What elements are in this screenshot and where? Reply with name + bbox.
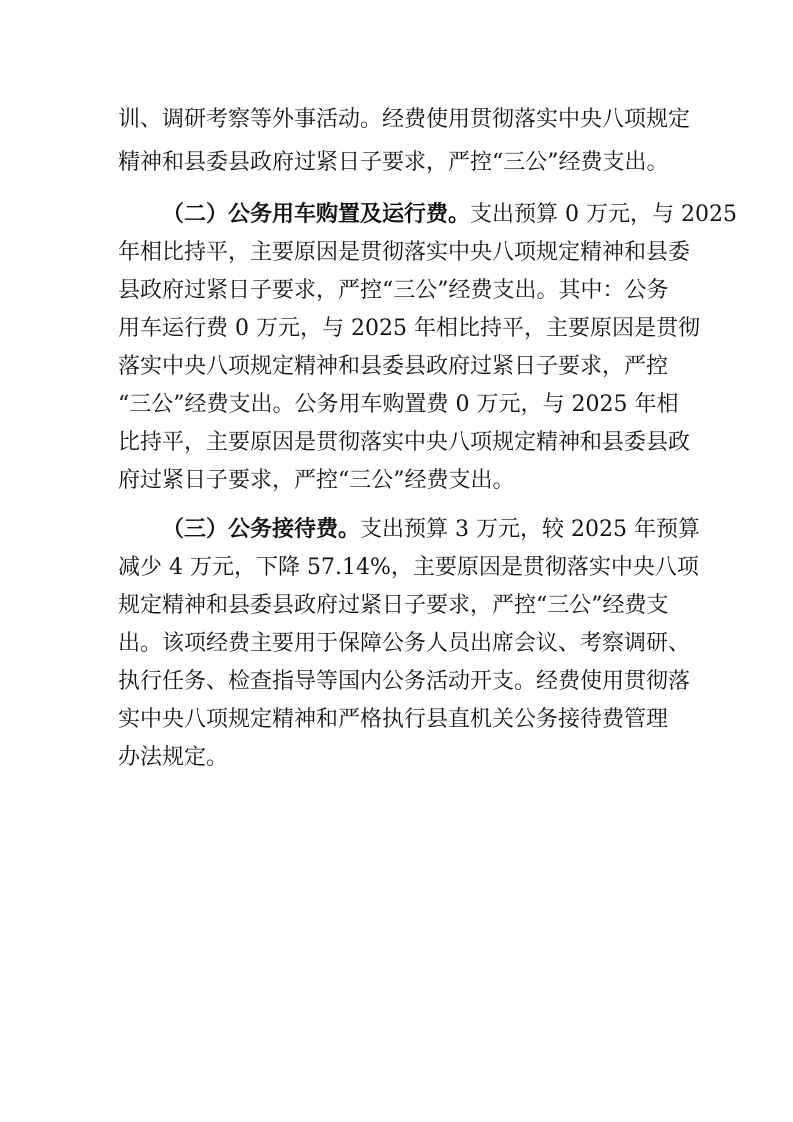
paragraph-2-line-4: 用车运行费 0 万元，与 2025 年相比持平，主要原因是贯彻 <box>118 316 700 341</box>
paragraph-2-line-3: 县政府过紧日子要求，严控“三公”经费支出。其中：公务 <box>118 278 669 303</box>
paragraph-3-line-7: 办法规定。 <box>118 745 229 770</box>
paragraph-2-line-2: 年相比持平，主要原因是贯彻落实中央八项规定精神和县委 <box>118 240 691 265</box>
paragraph-3-line-1 <box>162 512 700 548</box>
paragraph-3-line-3: 规定精神和县委县政府过紧日子要求，严控“三公”经费支 <box>118 593 669 618</box>
paragraph-3-heading: （三）公务接待费。 <box>162 517 361 542</box>
paragraph-3-line-4: 出。该项经费主要用于保障公务人员出席会议、考察调研、 <box>118 631 691 656</box>
paragraph-3-line-2: 减少 4 万元，下降 57.14%，主要原因是贯彻落实中央八项 <box>118 555 699 580</box>
paragraph-3-line-6: 实中央八项规定精神和严格执行县直机关公务接待费管理 <box>118 707 669 732</box>
paragraph-2-line-8: 府过紧日子要求，严控“三公”经费支出。 <box>118 468 515 493</box>
paragraph-2-heading: （二）公务用车购置及运行费。 <box>162 202 471 227</box>
paragraph-3-line-1-text: 支出预算 3 万元，较 2025 年预算 <box>360 517 700 542</box>
paragraph-2-line-1 <box>162 197 737 233</box>
paragraph-2-line-5: 落实中央八项规定精神和县委县政府过紧日子要求，严控 <box>118 354 669 379</box>
paragraph-2-line-7: 比持平，主要原因是贯彻落实中央八项规定精神和县委县政 <box>118 430 691 455</box>
paragraph-3-line-5: 执行任务、检查指导等国内公务活动开支。经费使用贯彻落 <box>118 669 691 694</box>
paragraph-2-line-6: “三公”经费支出。公务用车购置费 0 万元，与 2025 年相 <box>118 392 679 417</box>
paragraph-1-line-2: 精神和县委县政府过紧日子要求，严控“三公”经费支出。 <box>118 150 669 175</box>
paragraph-1-line-1: 训、调研考察等外事活动。经费使用贯彻落实中央八项规定 <box>118 107 691 132</box>
paragraph-2-line-1-text: 支出预算 0 万元，与 2025 <box>470 202 737 227</box>
